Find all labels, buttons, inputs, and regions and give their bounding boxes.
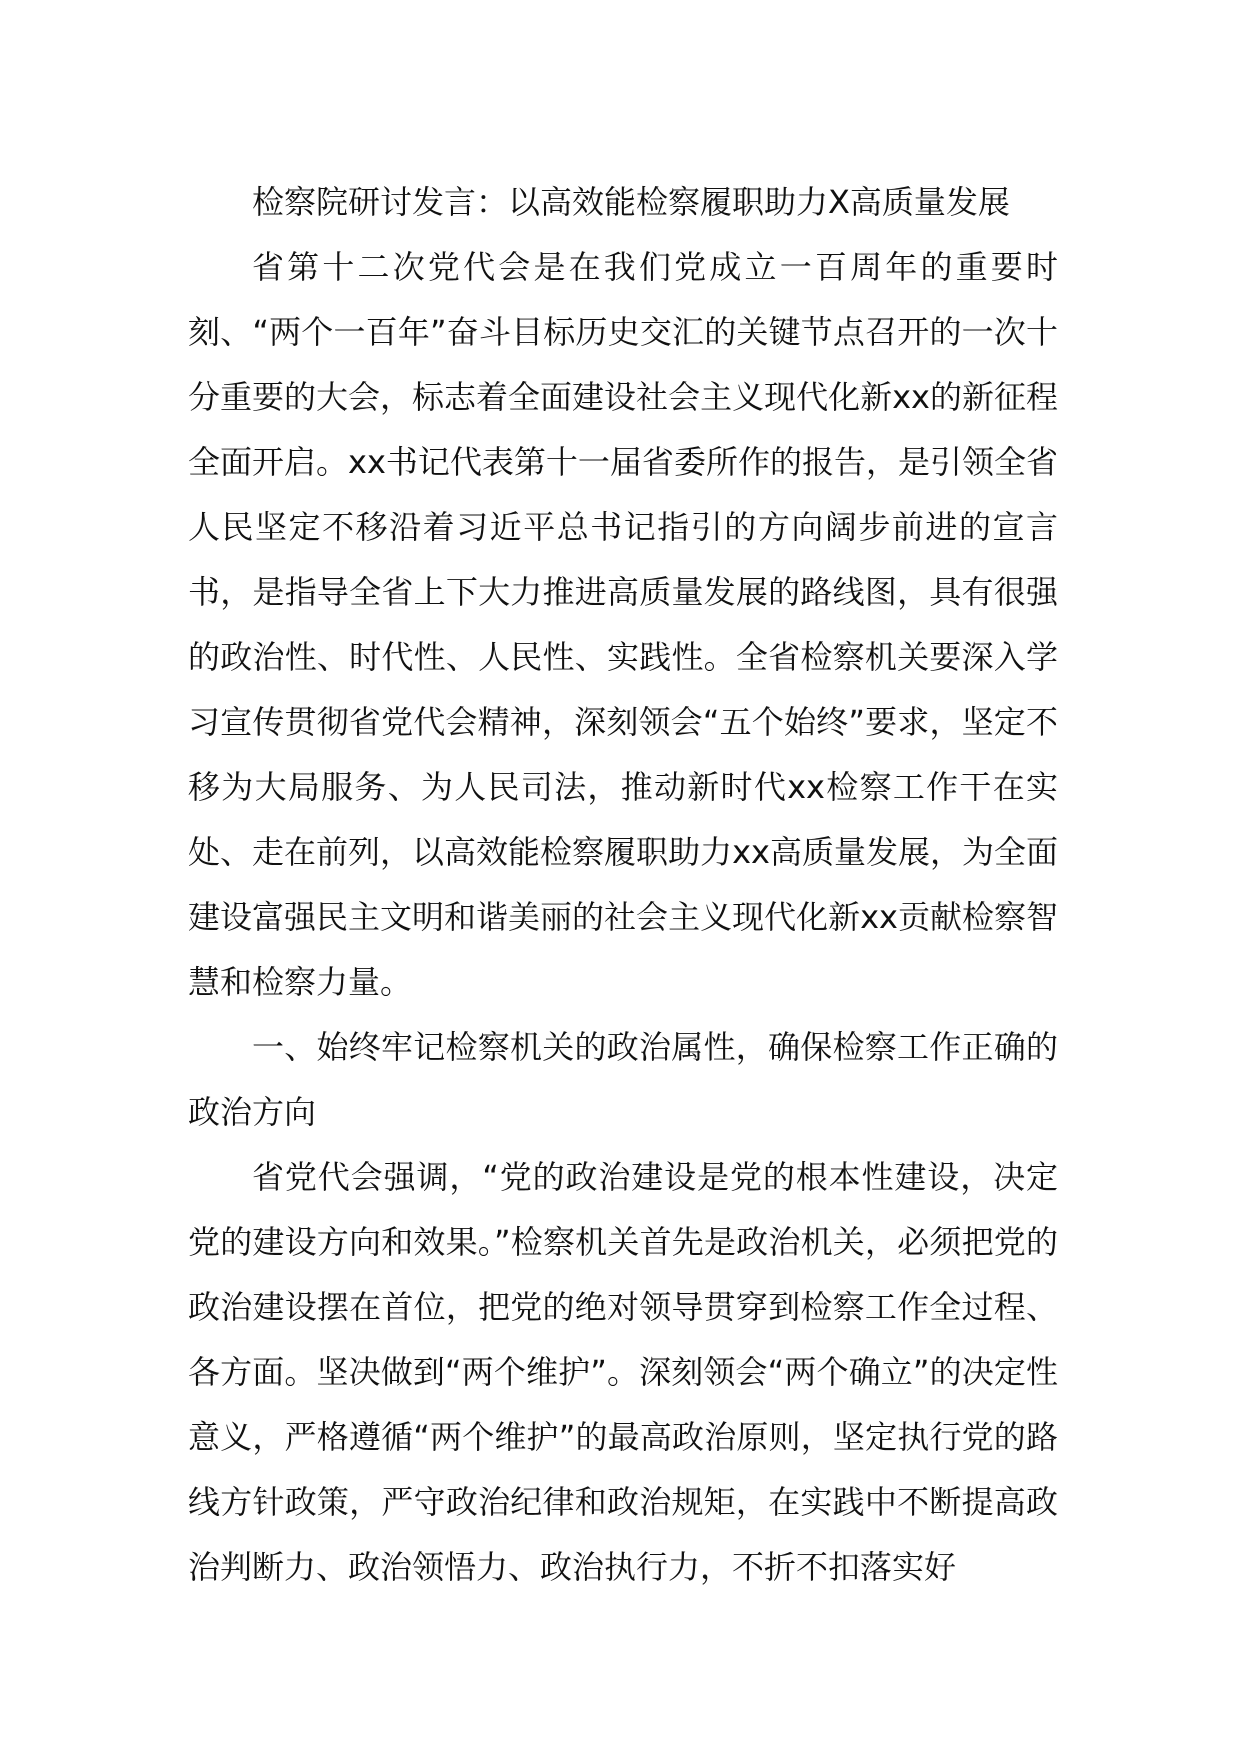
section-paragraph-1: 省党代会强调，“党的政治建设是党的根本性建设，决定党的建设方向和效果。”检察机关首先是政治机关，必须把党的政治建设摆在首位，把党的绝对领导贯穿到检察工作全过程、各方面。坚决做到“两个维护”。深刻领会“两个确立”的决定性意义，严格遵循“两个维护”的最高政治原则，坚定执行党的路线方针政策，严守政治纪律和政治规矩，在实践中不断提高政治判断力、政治领悟力、政治执行力，不折不扣落实好 <box>188 1158 1058 1586</box>
intro-paragraph: 省第十二次党代会是在我们党成立一百周年的重要时刻、“两个一百年”奋斗目标历史交汇的关键节点召开的一次十分重要的大会，标志着全面建设社会主义现代化新xx的新征程全面开启。xx书记代表第十一届省委所作的报告，是引领全省人民坚定不移沿着习近平总书记指引的方向阔步前进的宣言书，是指导全省上下大力推进高质量发展的路线图，具有很强的政治性、时代性、人民性、实践性。全省检察机关要深入学习宣传贯彻省党代会精神，深刻领会“五个始终”要求，坚定不移为大局服务、为人民司法，推动新时代xx检察工作干在实处、走在前列，以高效能检察履职助力xx高质量发展，为全面建设富强民主文明和谐美丽的社会主义现代化新xx贡献检察智慧和检察力量。 <box>188 248 1058 1001</box>
section-heading-1: 一、始终牢记检察机关的政治属性，确保检察工作正确的政治方向 <box>188 1028 1058 1131</box>
document-title: 检察院研讨发言：以高效能检察履职助力X高质量发展 <box>252 183 1010 221</box>
document-body <box>188 170 1058 1600</box>
